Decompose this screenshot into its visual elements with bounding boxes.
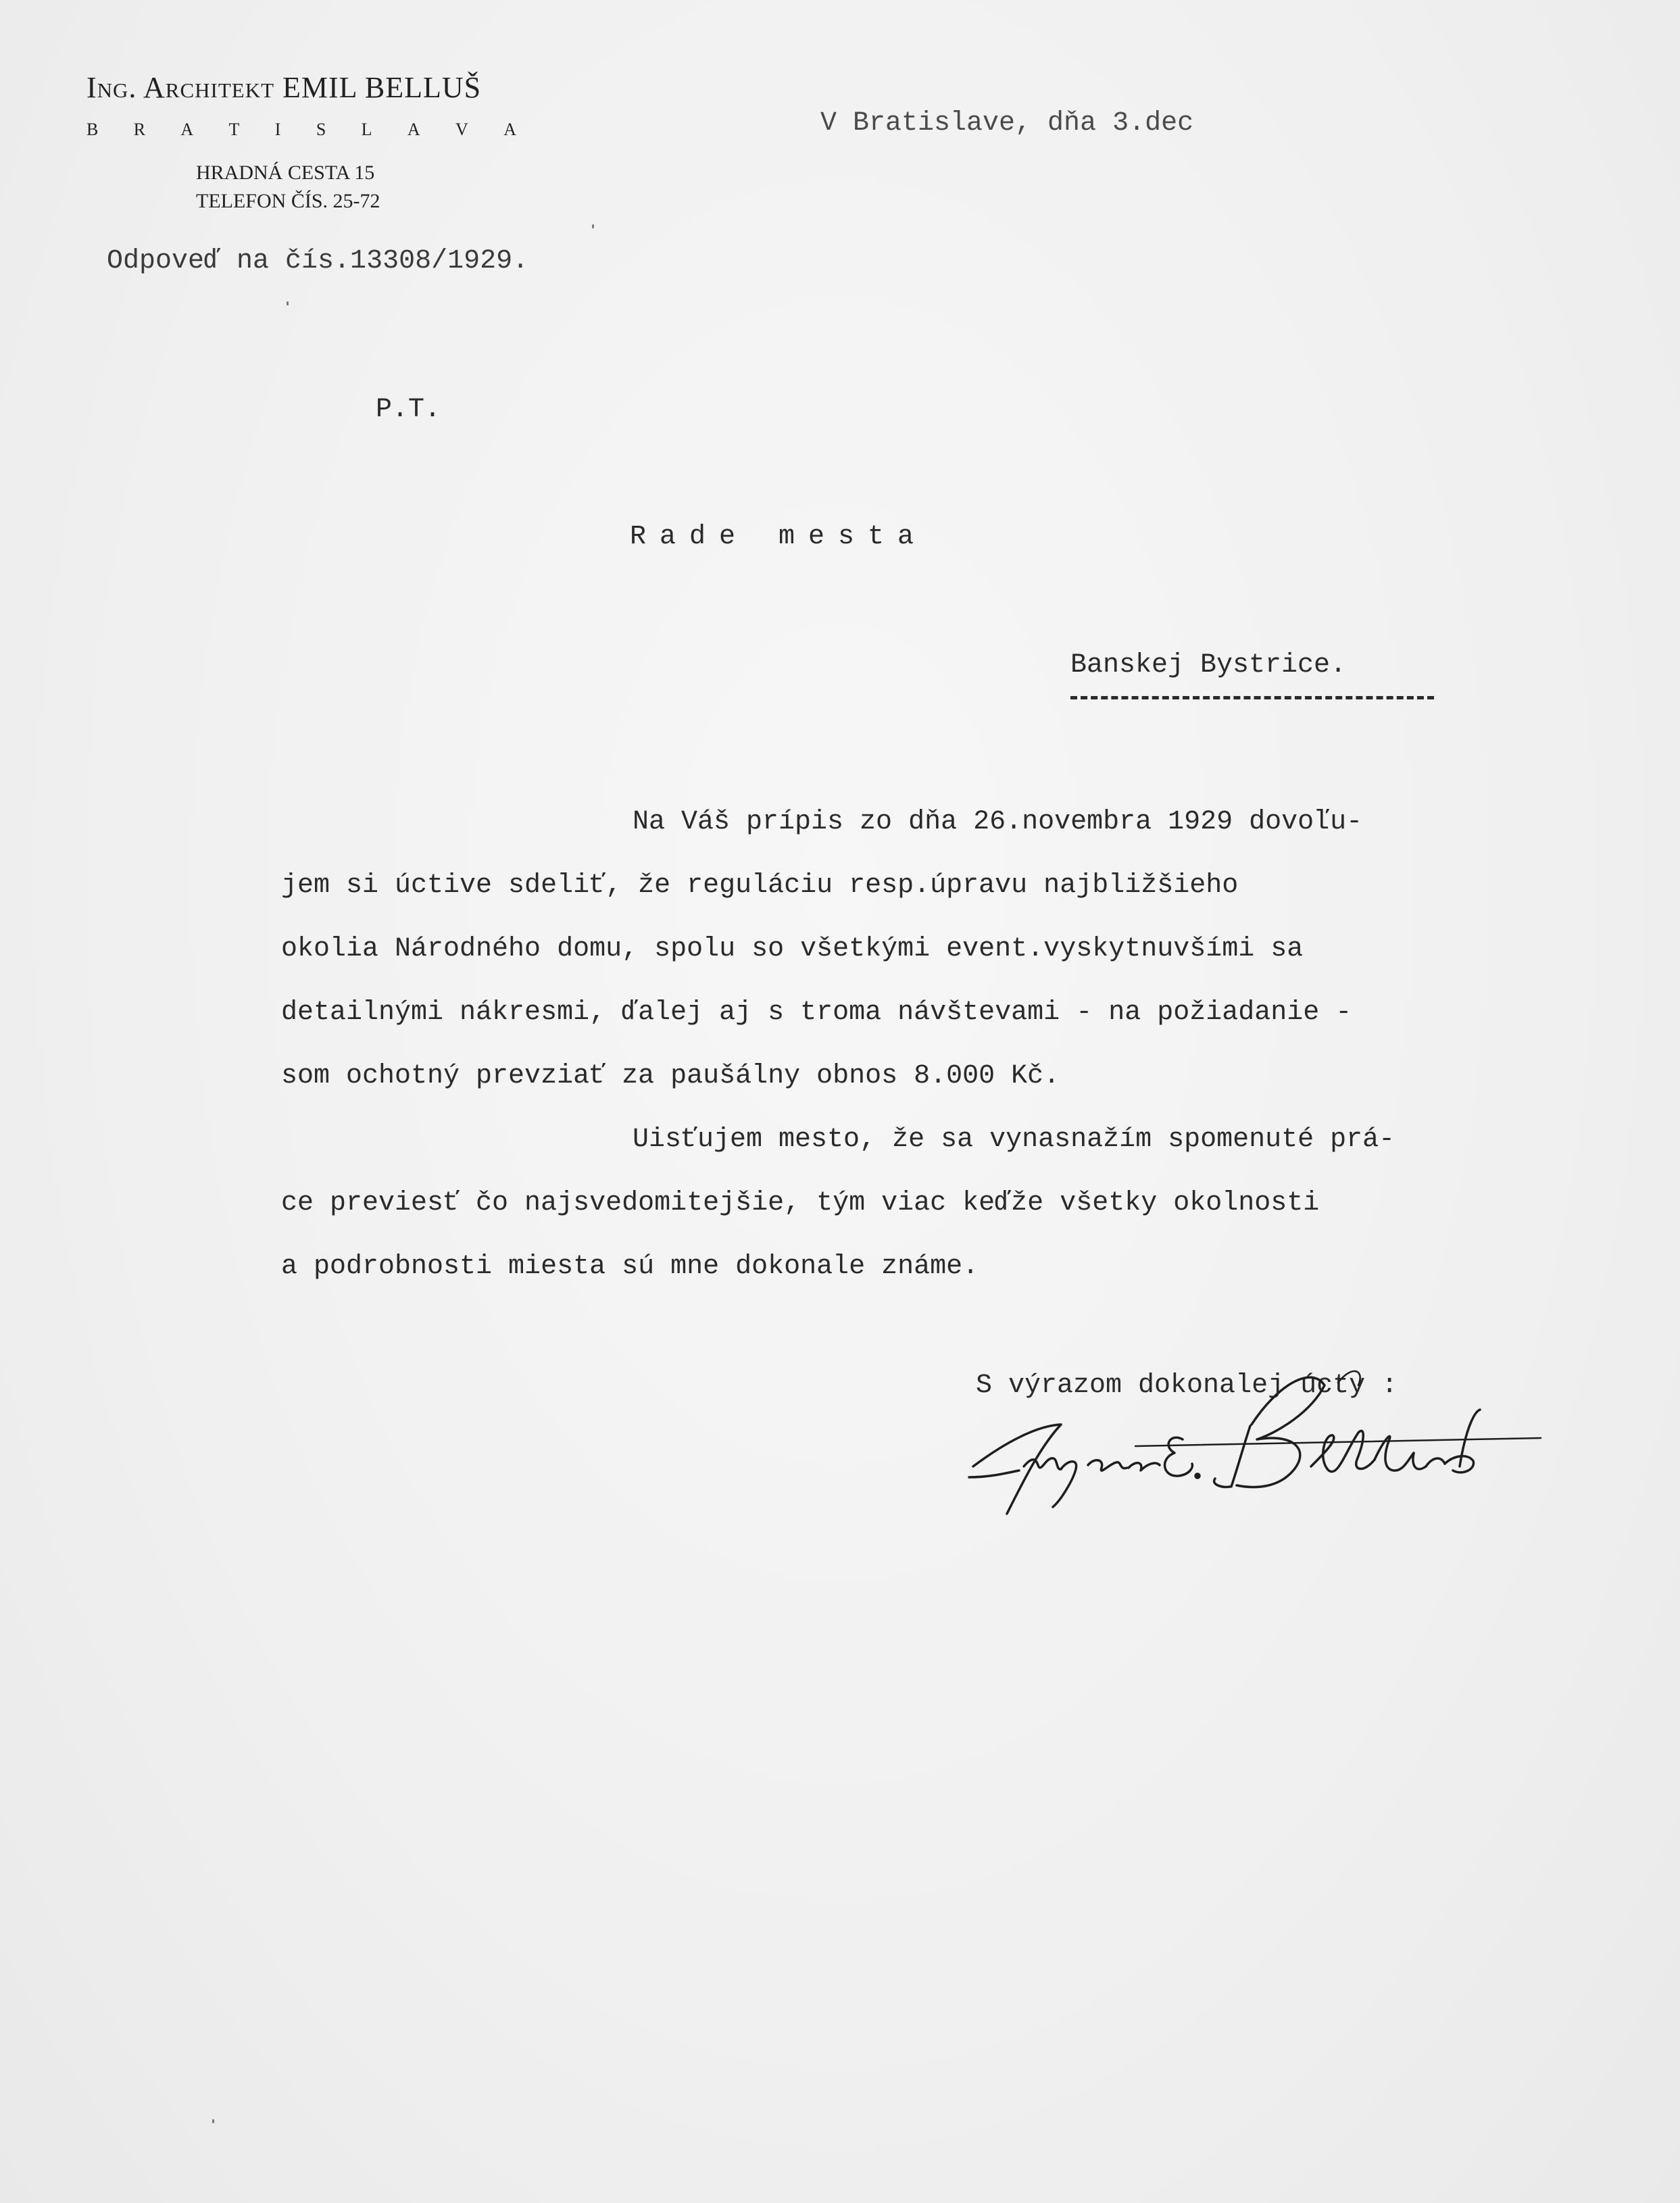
body-line: Na Váš prípis zo dňa 26.novembra 1929 dovoľu- (633, 807, 1363, 837)
body-line: Uisťujem mesto, že sa vynasnažím spomenuté prá- (633, 1124, 1395, 1155)
letterhead-city-letter: B (87, 120, 99, 139)
letterhead-name: Ing. Architekt EMIL BELLUŠ (87, 71, 482, 104)
letterhead-address: HRADNÁ CESTA 15 (196, 162, 375, 184)
letterhead-city-letter: I (274, 120, 281, 139)
body-line: ce previesť čo najsvedomitejšie, tým viac keďže všetky okolnosti (281, 1188, 1320, 1218)
body-line: okolia Národného domu, spolu so všetkými event.vyskytnuvšími sa (281, 934, 1304, 964)
signature-drawing (960, 1345, 1554, 1520)
letterhead-address-block (196, 159, 533, 216)
letterhead-phone: TELEFON ČÍS. 25-72 (196, 190, 380, 212)
date-line: V Bratislave, dňa 3.dec (820, 108, 1194, 139)
handwritten-signature (960, 1345, 1554, 1520)
closing-formula: S výrazom dokonalej úcty : (976, 1370, 1398, 1401)
letterhead-city (87, 120, 516, 140)
paper-speck (212, 2119, 214, 2123)
body-line: jem si úctive sdeliť, že reguláciu resp.úpravu najbližšieho (281, 870, 1239, 901)
paper-speck (592, 224, 594, 228)
letterhead-city-letter: A (503, 120, 516, 139)
letterhead-city-letter: T (228, 120, 240, 139)
body-line: a podrobnosti miesta sú mne dokonale známe. (281, 1252, 979, 1282)
letterhead (87, 70, 533, 216)
salutation: P.T. (376, 395, 441, 425)
reply-reference: Odpoveď na čís.13308/1929. (107, 246, 529, 276)
body-line: som ochotný prevziať za paušálny obnos 8.000 Kč. (281, 1061, 1060, 1091)
body-line: detailnými nákresmi, ďalej aj s troma návštevami - na požiadanie - (281, 997, 1352, 1028)
recipient-city: Banskej Bystrice. (1070, 650, 1347, 680)
letter-body (281, 791, 1565, 1299)
letterhead-city-letter: S (316, 120, 326, 139)
paper-speck (287, 301, 289, 305)
letterhead-city-letter: R (133, 120, 146, 139)
recipient-city-underline (1070, 696, 1434, 699)
recipient: Rade mesta (630, 522, 928, 552)
letterhead-city-letter: L (361, 120, 372, 139)
letterhead-city-letter: V (455, 120, 468, 139)
letterhead-city-letter: A (407, 120, 420, 139)
letterhead-city-letter: A (180, 120, 194, 139)
